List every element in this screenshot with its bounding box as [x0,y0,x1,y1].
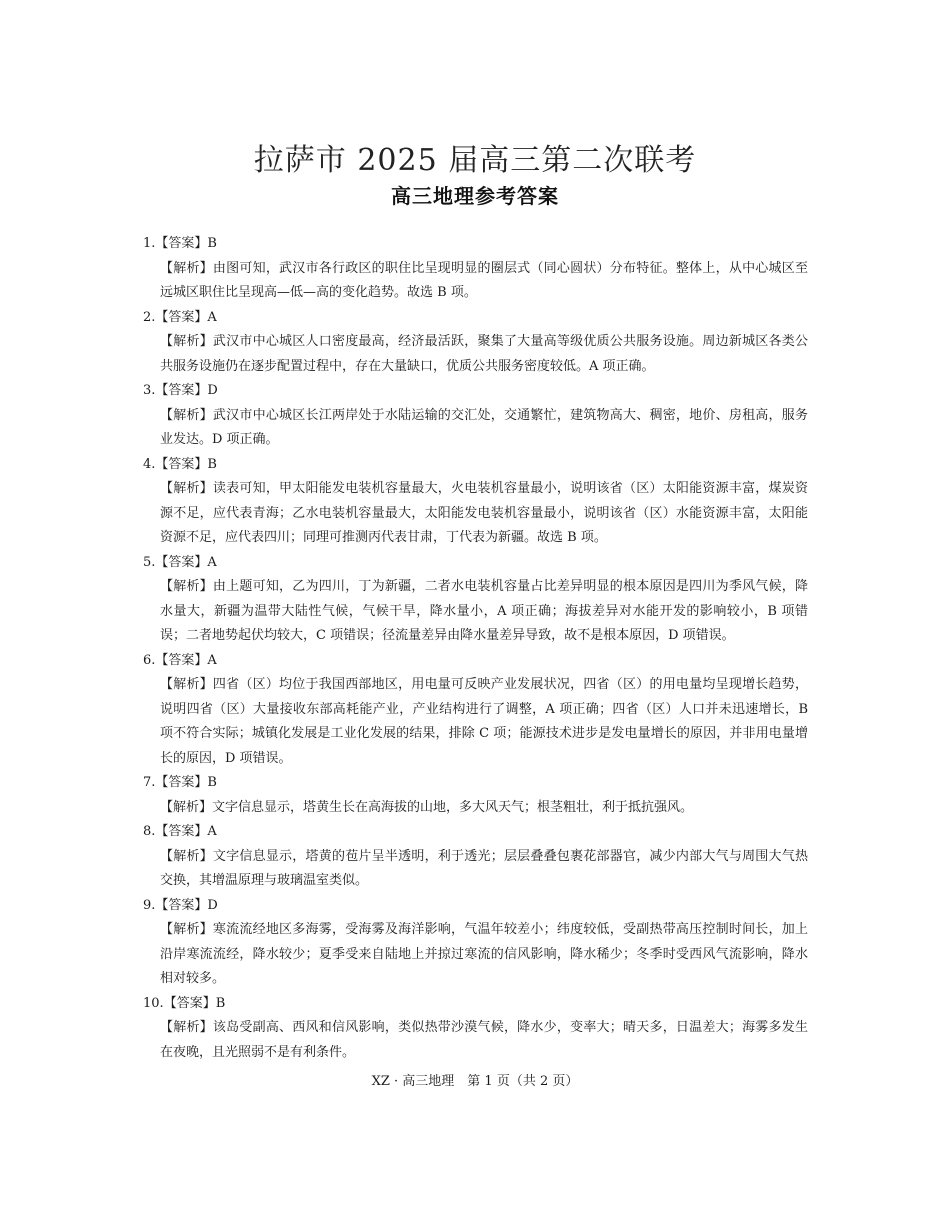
answer-text: 【答案】A [155,554,217,570]
list-item [143,379,808,453]
answer-text: 【答案】A [155,824,217,839]
question-number: 6. [143,652,156,668]
answer-text: 【答案】B [155,775,217,790]
analysis-text: 【解析】由上题可知，乙为四川，丁为新疆，二者水电装机容量占比差异明显的根本原因是四川为季风气候，降水量大，新疆为温带大陆性气候，气候干旱，降水量小，A 项正确；海拔差异对水能开发的影响较小，B 项错误；二者地势起伏均较大，C 项错误；径流量差异由降水量差异导致，故不是根本原因，D 项错误。 [160,579,808,643]
answer-line [143,771,808,796]
analysis-text: 【解析】读表可知，甲太阳能发电装机容量最大，火电装机容量最小，说明该省（区）太阳能资源丰富，煤炭资源不足，应代表青海；乙水电装机容量最大，太阳能发电装机容量最小，说明该省（区）水能资源丰富，太阳能资源不足，应代表四川；同理可推测丙代表甘肃，丁代表为新疆。故选 B 项。 [160,481,808,545]
question-number: 5. [143,554,156,570]
answer-text: 【答案】B [155,236,217,251]
answer-text: 【答案】D [155,383,218,398]
analysis-text: 【解析】寒流流经地区多海雾，受海雾及海洋影响，气温年较差小；纬度较低，受副热带高压控制时间长，加上沿岸寒流流经，降水较少；夏季受来自陆地上并掠过寒流的信风影响，降水稀少；冬季时受西风气流影响，降水相对较多。 [160,922,808,986]
answer-text: 【答案】D [155,897,218,913]
analysis-text: 【解析】武汉市中心城区人口密度最高，经济最活跃，聚集了大量高等级优质公共服务设施。周边新城区各类公共服务设施仍在逐步配置过程中，存在大量缺口，优质公共服务密度较低。A 项正确。 [160,334,808,374]
answer-line [143,379,808,404]
list-item [143,992,808,1066]
list-item [143,551,808,649]
question-number: 7. [143,775,156,790]
analysis-text: 【解析】该岛受副高、西风和信风影响，类似热带沙漠气候，降水少，变率大；晴天多，日温差大；海雾多发生在夜晚，且光照弱不是有利条件。 [160,1020,808,1060]
list-item [143,771,808,820]
answer-line [143,820,808,845]
answer-list [143,232,808,1065]
list-item [143,306,808,380]
answer-text: 【答案】B [155,456,217,472]
analysis-text: 【解析】文字信息显示，塔黄生长在高海拔的山地，多大风天气；根茎粗壮，利于抵抗强风。 [160,799,694,815]
answer-line [143,992,808,1017]
answer-text: 【答案】A [155,652,217,668]
analysis-text: 【解析】文字信息显示，塔黄的苞片呈半透明，利于透光；层层叠叠包裹花部器官，减少内部大气与周围大气热交换，其增温原理与玻璃温室类似。 [160,848,808,888]
answer-line [143,232,808,257]
list-item [143,453,808,551]
analysis-text: 【解析】由图可知，武汉市各行政区的职住比呈现明显的圈层式（同心圆状）分布特征。整体上，从中心城区至远城区职住比呈现高—低—高的变化趋势。故选 B 项。 [160,260,808,300]
answer-line [143,453,808,478]
question-number: 4. [143,456,156,472]
page-subtitle: 高三地理参考答案 [391,184,559,208]
list-item [143,232,808,306]
question-number: 10. [143,995,164,1011]
answer-line [143,894,808,919]
question-number: 8. [143,824,156,839]
question-number: 2. [143,309,156,325]
question-number: 1. [143,236,156,251]
answer-line [143,649,808,674]
answer-text: 【答案】B [163,995,226,1011]
answer-line [143,551,808,576]
question-number: 9. [143,897,156,913]
list-item [143,649,808,772]
answer-line [143,306,808,331]
question-number: 3. [143,383,156,398]
page-footer: XZ · 高三地理 第 1 页（共 2 页） [371,1074,579,1089]
list-item [143,820,808,894]
page-title: 拉萨市 2025 届高三第二次联考 [253,143,697,178]
analysis-text: 【解析】四省（区）均位于我国西部地区，用电量可反映产业发展状况，四省（区）的用电量均呈现增长趋势，说明四省（区）大量接收东部高耗能产业，产业结构进行了调整，A 项正确；四省（区）人口并未迅速增长，B 项不符合实际；城镇化发展是工业化发展的结果，排除 C 项；能源技术进步是发电量增长的原因，并非用电量增长的原因，D 项错误。 [160,677,808,766]
list-item [143,894,808,992]
answer-text: 【答案】A [155,309,217,325]
analysis-text: 【解析】武汉市中心城区长江两岸处于水陆运输的交汇处，交通繁忙，建筑物高大、稠密，地价、房租高，服务业发达。D 项正确。 [160,407,808,447]
